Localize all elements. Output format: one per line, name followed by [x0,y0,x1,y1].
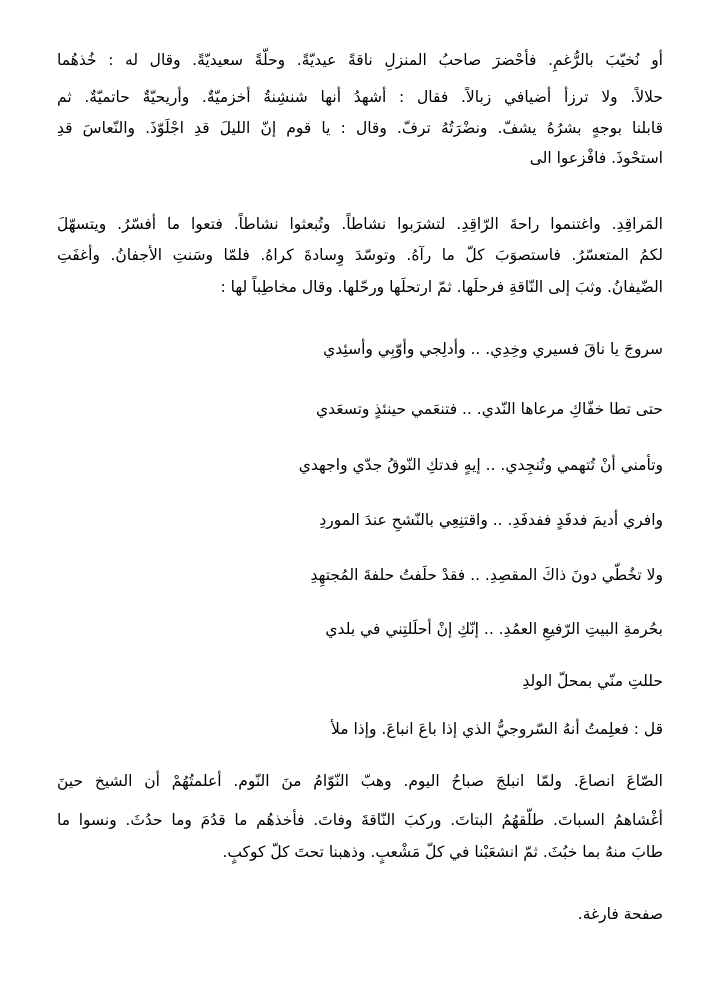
paragraph-2-line-1: المَراقِدِ. واغتنموا راحةَ الرّاقِدِ. لتشرَبوا نشاطاً. وتُبعثوا نشاطاً. فتعوا ما أفسّرُ. ويتسهّلَ [57,215,663,233]
poem-verse-2: حتى تطا خفّاكِ مرعاها النّدي. .. فتنعَمي حينئذٍ وتسعَدي [316,400,663,418]
poem-verse-3: وتأمني أنْ تُتهمي وتُنجِدي. .. إيهٍ فدتكِ النّوقُ جدّي واجهدي [298,456,663,474]
paragraph-1-line-2: حلالاً. ولا ترزأ أضيافي زبالاً. فقال : أشهدُ أنها شنشِنةُ أخزميّةٌ. وأريحيّةٌ حاتميّةٌ. ثم [57,88,663,106]
paragraph-1-line-1: أو نُخيّبَ بالرُّغمِ. فأحْضرَ صاحبُ المنزلِ ناقةً عيديّةً. وحلّةً سعيديّةً. وقال له : خُذهُما [57,51,663,69]
poem-verse-5: ولا تخُطّي دونَ ذاكَ المقصِدِ. .. فقدْ حلَفتُ حلفةَ المُجتهِدِ [310,566,663,584]
blank-page-note: صفحة فارغة. [577,905,663,923]
paragraph-1-line-3: قابلنا بوجهٍ بشرُهُ يشفّ. ونضْرَتُهُ ترفّ. وقال : يا قوم إنّ الليلَ قدِ اجْلَوّذَ. والنّعاسَ قدِ [57,119,663,137]
poem-verse-4: وافري أديمَ فدفَدٍ ففدفَدِ. .. واقتنِعِي بالنّشحِ عندَ الموردِ [319,511,663,529]
paragraph-3-line-1: قل : فعلِمتُ أنهُ السّروجيُّ الذي إذا باعَ انباعَ. وإذا ملأ [330,720,663,738]
paragraph-4-line-1: الصّاعَ انصاعَ. ولمّا انبلجَ صباحُ اليوم. وهبّ النّوّامُ منَ النّوم. أعلمتُهُمْ أن الشيخ حينَ [57,772,663,790]
paragraph-4-line-3: طابَ منهُ بما خبُثَ. ثمّ انشعَبْنا في كلّ مَشْعبٍ. وذهبنا تحتَ كلّ كوكبٍ. [222,843,663,861]
poem-verse-7: حللتِ منّي بمحلّ الولدِ [522,672,663,690]
paragraph-2-line-3: الضّيفانُ. وثبَ إلى النّاقةِ فرحلَها. ثمّ ارتحلَها ورحّلها. وقال مخاطِباً لها : [220,278,663,296]
paragraph-4-line-2: أغْشاهمُ السباتَ. طلّقهُمُ البتاتَ. وركبَ النّاقةَ وفاتَ. فأخذهُم ما قدُمَ وما حدُثَ. ونسوا ما [57,811,663,829]
poem-verse-1: سروجَ يا ناقَ فسيري وخِدِي. .. وأدلِجي وأوّبِي وأسئِدي [323,340,663,358]
poem-verse-6: بحُرمةِ البيتِ الرّفيعِ العمُدِ. .. إنّكِ إنْ أحلَلتِني في بلدي [325,620,663,638]
paragraph-2-line-2: لكمُ المتعسّرُ. فاستصوَبَ كلّ ما رآهُ. وتوسّدَ وِسادةَ كراهُ. فلمّا وسَنتِ الأجفانُ. وأغفَتِ [57,246,663,264]
paragraph-1-line-4: استحْوذَ. فافْزعوا الى [529,149,663,167]
